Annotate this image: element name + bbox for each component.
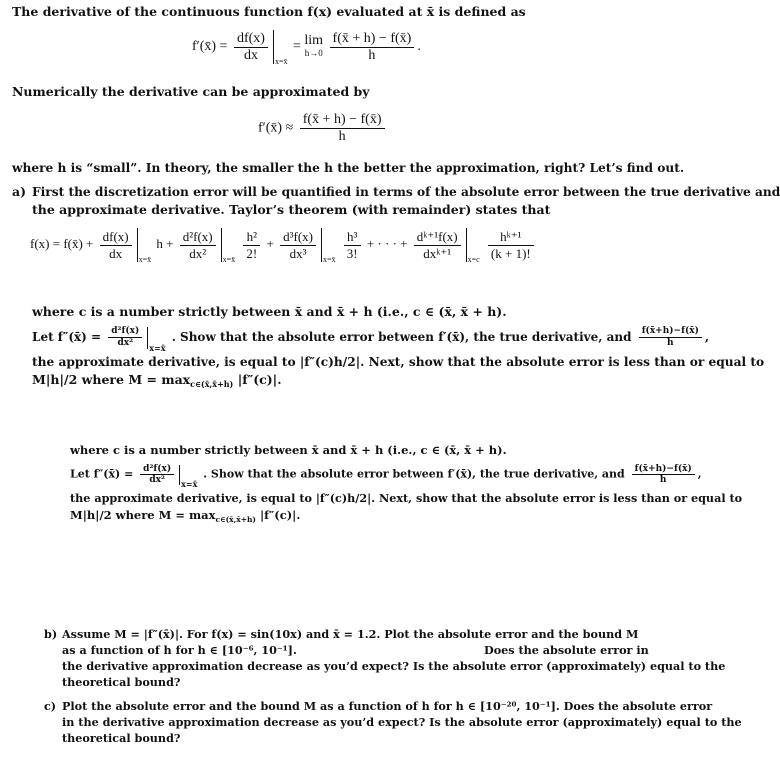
tk-sub: x=c <box>467 254 480 264</box>
part-c-line-1: Plot the absolute error and the bound M as a function of h for h ∈ [10⁻²⁰, 10⁻¹]. Does the absolute error <box>62 699 713 713</box>
tk-h-fraction <box>488 229 534 262</box>
t3-sub: x=x̄ <box>322 254 336 264</box>
part-a-where: where c is a number strictly between x̄ and x̄ + h (i.e., c ∈ (x̄, x̄ + h). <box>32 304 507 319</box>
let-approx-fraction <box>639 326 702 349</box>
repeat-let-pre: Let f″(x̄) = <box>70 467 134 481</box>
approx-lhs: f′(x̄) ≈ <box>258 120 294 136</box>
part-b-line-4: theoretical bound? <box>62 675 181 689</box>
taylor-lhs: f(x) = f(x̄) + <box>30 235 94 251</box>
tk-den: dxᵏ⁺¹ <box>423 245 452 261</box>
def-den: dx <box>243 47 258 63</box>
approx-den: h <box>338 129 346 144</box>
let-fraction <box>108 326 142 349</box>
repeat-line-c-end: |f″(c)|. <box>260 508 301 522</box>
approx-num: f(x̄ + h) − f(x̄) <box>300 112 385 129</box>
part-a-label: a) <box>12 184 27 199</box>
part-a-line-2: the approximate derivative. Taylor’s theorem (with remainder) states that <box>32 202 551 217</box>
def-eq: = <box>292 39 301 55</box>
approx-equation <box>258 112 388 145</box>
let-comma: , <box>704 330 710 344</box>
repeat-approx-fraction <box>632 464 695 485</box>
def-sub: x=x̄ <box>274 57 288 67</box>
t2-num: d²f(x) <box>180 229 216 246</box>
part-a-line-c <box>32 372 282 392</box>
tk-h-num: hᵏ⁺¹ <box>488 229 534 246</box>
t2-bar <box>221 228 222 262</box>
tk-bar <box>466 228 467 262</box>
t3-h-den: 3! <box>346 245 358 261</box>
t1-den: dx <box>109 245 123 261</box>
def-lhs: f′(x̄) = <box>192 39 228 55</box>
t2-h-num: h² <box>243 229 260 246</box>
line-c-end: |f″(c)|. <box>237 372 282 387</box>
repeat-line-c-sub: c∈(x̄,x̄+h) <box>215 515 256 524</box>
let-frac-den: h <box>666 338 674 348</box>
def-fraction <box>234 31 268 64</box>
repeat-let-post: . Show that the absolute error between f′(x̄), the true derivative, and <box>203 467 625 481</box>
part-c-line-3: theoretical bound? <box>62 731 181 745</box>
repeat-let-line <box>70 464 702 492</box>
lim-fraction <box>330 31 415 64</box>
part-b-line-3: the derivative approximation decrease as you’d expect? Is the absolute error (approximately) equal to the <box>62 659 726 673</box>
t3-h-fraction <box>344 229 361 262</box>
t1-bar <box>137 228 138 262</box>
part-b-label: b) <box>44 627 58 641</box>
lim-bottom: h→0 <box>304 48 323 58</box>
t3-den: dx³ <box>289 245 307 261</box>
taylor-term-k <box>414 229 461 262</box>
t2-den: dx² <box>189 245 207 261</box>
t3-bar <box>321 228 322 262</box>
repeat-let-bar <box>179 465 180 485</box>
part-a-line-b: the approximate derivative, is equal to |f″(c)h/2|. Next, show that the absolute error is less than or equal to <box>32 355 765 369</box>
t2-h-den: 2! <box>246 245 258 261</box>
lim-num: f(x̄ + h) − f(x̄) <box>330 31 415 48</box>
let-den: dx² <box>117 338 134 348</box>
repeat-frac-den: h <box>659 475 667 485</box>
taylor-term-1 <box>100 229 132 262</box>
tk-num: dᵏ⁺¹f(x) <box>414 229 461 246</box>
definition-equation <box>192 30 421 66</box>
eval-bar <box>273 30 274 64</box>
t3-num: d³f(x) <box>280 229 316 246</box>
t3-h-num: h³ <box>344 229 361 246</box>
part-a-let-line <box>32 326 709 356</box>
line-c-sub: c∈(x̄,x̄+h) <box>190 379 234 389</box>
taylor-plus: + <box>266 235 274 251</box>
repeat-line-c <box>70 507 300 528</box>
taylor-equation <box>30 228 537 264</box>
t1-sub: x=x̄ <box>138 254 152 264</box>
tk-h-den: (k + 1)! <box>490 245 531 261</box>
part-b-line-2a: as a function of h for h ∈ [10⁻⁶, 10⁻¹]. <box>62 643 297 657</box>
let-num: d²f(x) <box>108 326 142 338</box>
part-a-line-1: First the discretization error will be quantified in terms of the absolute error between the true derivative and <box>32 185 780 199</box>
repeat-let-num: d²f(x) <box>140 464 174 475</box>
taylor-term-3 <box>280 229 316 262</box>
approx-fraction <box>300 112 385 145</box>
line-c-text: M|h|/2 where M = max <box>32 372 191 387</box>
repeat-let-comma: , <box>697 467 702 481</box>
def-num: df(x) <box>234 31 268 48</box>
repeat-let-den: dx² <box>149 475 165 485</box>
t1-num: df(x) <box>100 229 132 246</box>
repeat-line-c-text: M|h|/2 where M = max <box>70 508 216 522</box>
repeat-let-fraction <box>140 464 174 485</box>
repeat-where: where c is a number strictly between x̄ and x̄ + h (i.e., c ∈ (x̄, x̄ + h). <box>70 443 507 457</box>
lim-top: lim <box>304 33 324 48</box>
part-c-label: c) <box>44 699 57 713</box>
repeat-let-sub: x=x̄ <box>181 478 198 489</box>
let-post: . Show that the absolute error between f′(x̄), the true derivative, and <box>171 330 632 344</box>
lim-den: h <box>368 47 376 63</box>
t2-h-fraction <box>243 229 260 262</box>
intro-line-1: The derivative of the continuous function f(x) evaluated at x̄ is defined as <box>12 4 526 19</box>
t1-after: h + <box>156 235 174 251</box>
intro-line-3: where h is “small”. In theory, the smaller the h the better the approximation, right? Let’s find out. <box>12 161 685 175</box>
let-frac-num: f(x̄+h)−f(x̄) <box>639 326 702 338</box>
intro-line-2: Numerically the derivative can be approximated by <box>12 84 370 99</box>
taylor-term-2 <box>180 229 216 262</box>
lim-end: . <box>417 39 421 55</box>
let-sub: x=x̄ <box>149 343 166 353</box>
repeat-line-b: the approximate derivative, is equal to |f″(c)h/2|. Next, show that the absolute error is less than or equal to <box>70 491 743 505</box>
part-b-line-2b: Does the absolute error in <box>484 643 649 657</box>
part-b-line-1: Assume M = |f″(x̄)|. For f(x) = sin(10x) and x̄ = 1.2. Plot the absolute error and the bound M <box>62 627 639 641</box>
part-c-line-2: in the derivative approximation decrease as you’d expect? Is the absolute error (approximately) equal to the <box>62 715 742 729</box>
t2-sub: x=x̄ <box>222 254 236 264</box>
repeat-frac-num: f(x̄+h)−f(x̄) <box>632 464 695 475</box>
taylor-dots: + · · · + <box>366 235 408 251</box>
limit-operator <box>304 35 323 59</box>
let-pre: Let f″(x̄) = <box>32 330 102 344</box>
